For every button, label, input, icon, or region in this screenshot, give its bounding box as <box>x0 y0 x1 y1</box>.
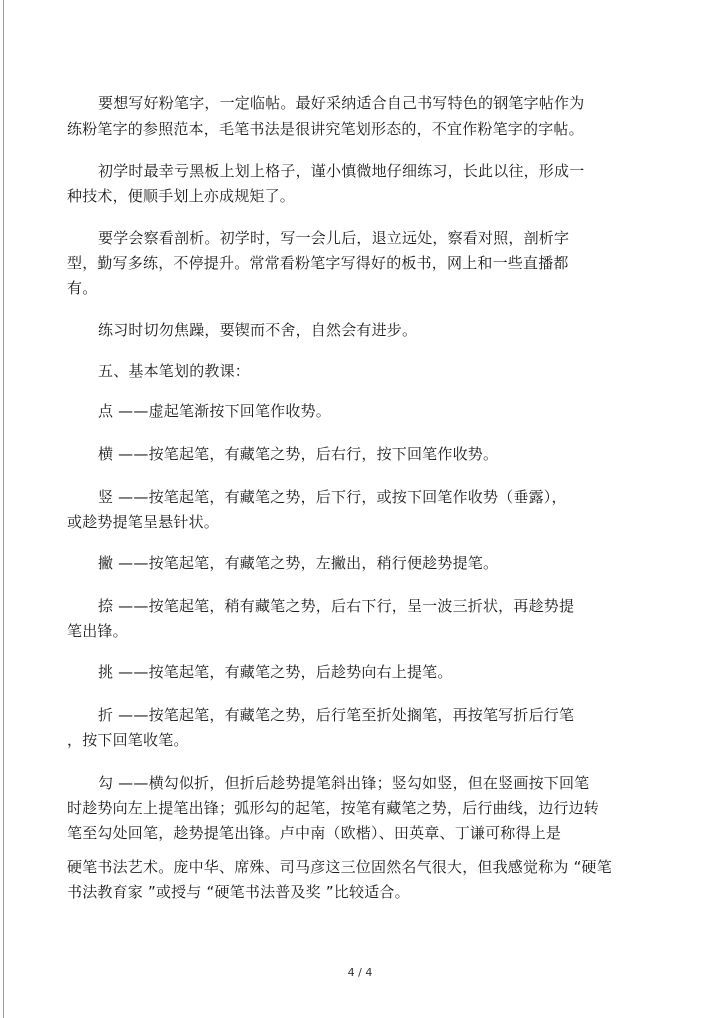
section-heading: 五、基本笔划的教课： <box>98 362 251 380</box>
text-line: 有。 <box>67 279 98 297</box>
text-line: 勾 ——横勾似折，但折后趁势提笔斜出锋；竖勾如竖，但在竖画按下回笔 <box>98 774 590 792</box>
text-line: 种技术，便顺手划上亦成规矩了。 <box>67 187 296 205</box>
text-line: 竖 ——按笔起笔，有藏笔之势，后下行，或按下回笔作收势（垂露）， <box>98 488 567 506</box>
text-line: 练粉笔字的参照范本，毛笔书法是很讲究笔划形态的，不宜作粉笔字的字帖。 <box>67 120 584 138</box>
page-number: 4 / 4 <box>347 966 373 979</box>
text-line: 笔出锋。 <box>67 622 128 640</box>
text-line: 笔至勾处回笔，趁势提笔出锋。卢中南（欧楷）、田英章、丁谦可称得上是 <box>67 824 562 842</box>
text-line: 书法教育家 ”或授与 “硬笔书法普及奖 ”比较适合。 <box>67 883 410 901</box>
text-line: 要想写好粉笔字，一定临帖。最好采纳适合自己书写特色的钢笔字帖作为 <box>98 94 585 112</box>
text-line: 横 ——按笔起笔，有藏笔之势，后右行，按下回笔作收势。 <box>98 445 499 463</box>
text-line: 时趁势向左上提笔出锋；弧形勾的起笔，按笔有藏笔之势，后行曲线，边行边转 <box>67 799 600 817</box>
text-line: 要学会察看剖析。初学时，写一会儿后，退立远处，察看对照，剖析字 <box>98 229 570 247</box>
text-line: 型，勤写多练，不停提升。常常看粉笔字写得好的板书，网上和一些直播都 <box>67 254 569 272</box>
text-line: 初学时最幸亏黑板上划上格子，谨小慎微地仔细练习，长此以往，形成一 <box>98 162 585 180</box>
text-line: 挑 ——按笔起笔，有藏笔之势，后趁势向右上提笔。 <box>98 663 453 681</box>
text-line: 折 ——按笔起笔，有藏笔之势，后行笔至折处搁笔，再按笔写折后行笔 <box>98 706 575 724</box>
text-line: 硬笔书法艺术。庞中华、席殊、司马彦这三位固然名气很大，但我感觉称为 “硬笔 <box>67 858 612 876</box>
text-line: 撇 ——按笔起笔，有藏笔之势，左撇出，稍行便趁势提笔。 <box>98 554 499 572</box>
text-line: 或趁势提笔呈悬针状。 <box>67 513 220 531</box>
text-line: 练习时切勿焦躁，要锲而不舍，自然会有进步。 <box>98 321 418 339</box>
text-line: 点 ——虚起笔渐按下回笔作收势。 <box>98 402 331 420</box>
text-line: 捺 ——按笔起笔，稍有藏笔之势，后右下行，呈一波三折状，再趁势提 <box>98 597 575 615</box>
text-line: ，按下回笔收笔。 <box>67 731 189 749</box>
